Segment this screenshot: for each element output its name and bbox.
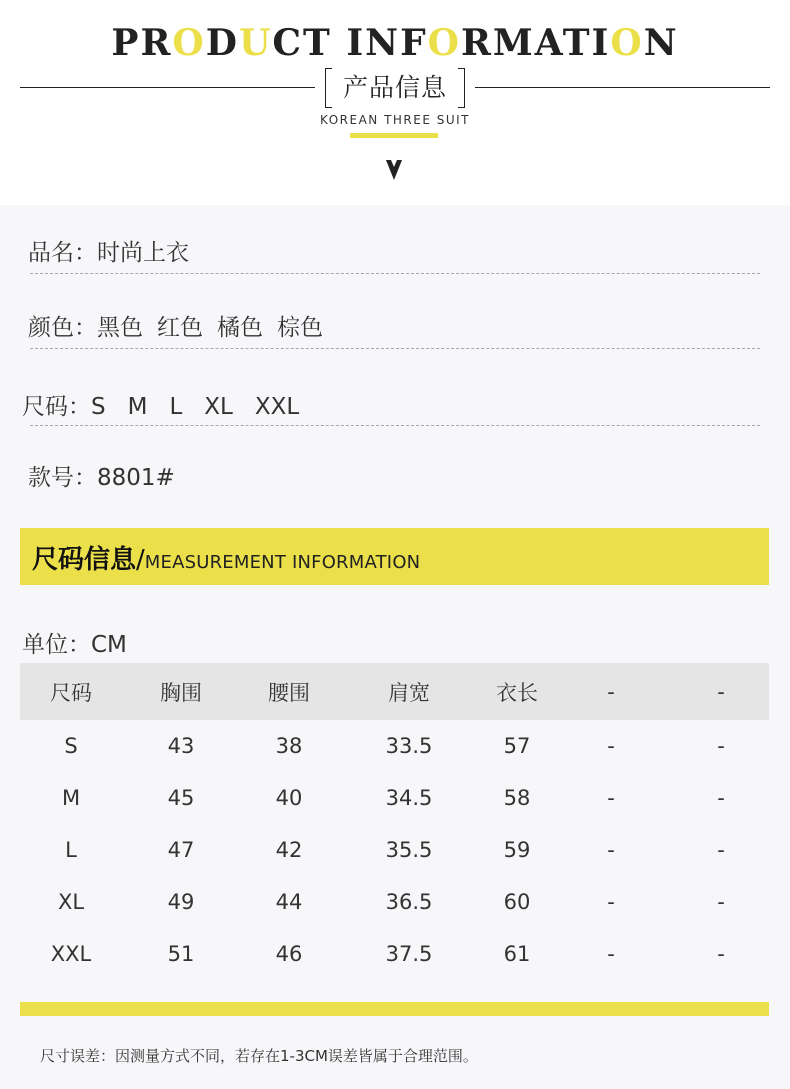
table-header-cell: - [607, 679, 615, 704]
measurement-title-en: MEASUREMENT INFORMATION [144, 552, 421, 573]
title-part-highlight: O [427, 22, 461, 64]
table-header-cell: 腰围 [268, 680, 310, 705]
table-cell: 59 [503, 838, 531, 862]
table-cell: 51 [167, 942, 195, 966]
footer-accent-bar [20, 1002, 769, 1016]
color-value: 棕色 [277, 315, 323, 341]
title-part: N [643, 22, 679, 64]
table-cell: 45 [167, 786, 195, 810]
color-value: 黑色 [97, 315, 143, 341]
title-part-highlight: O [172, 22, 206, 64]
table-cell: - [607, 734, 615, 758]
table-cell: 33.5 [385, 734, 433, 758]
product-name-label: 品名： [28, 240, 97, 266]
measurement-note: 尺寸误差：因测量方式不同，若存在1-3CM误差皆属于合理范围。 [40, 1047, 478, 1065]
dashed-divider [30, 273, 760, 274]
color-value: 红色 [157, 315, 203, 341]
size-value: S [91, 394, 106, 420]
table-row [20, 928, 769, 980]
info-sizes [22, 388, 299, 421]
title-part: D [205, 22, 239, 64]
measurement-header-band [20, 528, 769, 585]
table-cell: 61 [503, 942, 531, 966]
table-row [20, 824, 769, 876]
info-product-name [28, 234, 189, 267]
table-header-cell: 肩宽 [388, 680, 430, 705]
table-cell: 42 [275, 838, 303, 862]
table-header-cell: 尺码 [50, 680, 92, 705]
info-style-number [28, 459, 175, 492]
title-part-highlight: U [238, 22, 273, 64]
table-cell: - [607, 890, 615, 914]
table-cell: XL [57, 890, 85, 914]
table-cell: - [717, 942, 725, 966]
table-cell: - [717, 838, 725, 862]
size-value: XL [204, 394, 233, 420]
header-subtitle: KOREAN THREE SUIT [319, 113, 471, 127]
size-table [20, 663, 769, 980]
table-header-cell: 衣长 [496, 680, 538, 705]
cn-title-box: 产品信息 [325, 68, 465, 108]
header-underbar [350, 133, 438, 138]
table-cell: 40 [275, 786, 303, 810]
table-cell: 36.5 [385, 890, 433, 914]
title-part-highlight: O [610, 22, 644, 64]
measurement-title-slash: / [136, 545, 145, 575]
product-name-value: 时尚上衣 [97, 240, 189, 266]
title-part: CT INF [272, 22, 428, 64]
table-cell: 38 [275, 734, 303, 758]
unit-label: 单位：CM [22, 632, 127, 658]
table-header-row [20, 663, 769, 720]
table-cell: 43 [167, 734, 195, 758]
table-header-cell: 胸围 [160, 680, 202, 705]
table-cell: - [607, 838, 615, 862]
table-cell: - [717, 734, 725, 758]
product-information-title [0, 22, 790, 64]
style-number-value: 8801# [97, 465, 175, 491]
color-label: 颜色： [28, 315, 97, 341]
color-value: 橘色 [217, 315, 263, 341]
table-cell: - [717, 786, 725, 810]
table-cell: L [65, 838, 77, 862]
table-cell: 34.5 [385, 786, 433, 810]
header-rule-left [20, 87, 315, 88]
table-cell: M [61, 786, 81, 810]
table-cell: - [607, 786, 615, 810]
size-value: XXL [254, 394, 300, 420]
table-cell: 58 [503, 786, 531, 810]
table-row [20, 720, 769, 772]
table-cell: 35.5 [385, 838, 433, 862]
measurement-title-cn: 尺码信息 [32, 545, 137, 575]
info-colors [28, 309, 323, 342]
table-header-cell: - [717, 679, 725, 704]
table-cell: 37.5 [385, 942, 433, 966]
measurement-title [32, 539, 420, 576]
size-value: M [127, 394, 148, 420]
header-rule-right [475, 87, 770, 88]
table-cell: 44 [275, 890, 303, 914]
style-number-label: 款号： [28, 465, 97, 491]
arrow-down-icon [386, 160, 402, 180]
table-row [20, 876, 769, 928]
dashed-divider [30, 348, 760, 349]
table-cell: S [64, 734, 78, 758]
table-cell: 60 [503, 890, 531, 914]
title-part: PR [111, 22, 173, 64]
table-cell: 46 [275, 942, 303, 966]
table-cell: - [607, 942, 615, 966]
size-value: L [169, 394, 183, 420]
size-label: 尺码： [22, 394, 91, 420]
table-cell: 57 [503, 734, 531, 758]
table-cell: 47 [167, 838, 195, 862]
table-row [20, 772, 769, 824]
header [0, 0, 790, 205]
title-part: RMATI [461, 22, 611, 64]
table-cell: - [717, 890, 725, 914]
dashed-divider [30, 425, 760, 426]
table-cell: XXL [50, 942, 92, 966]
table-cell: 49 [167, 890, 195, 914]
